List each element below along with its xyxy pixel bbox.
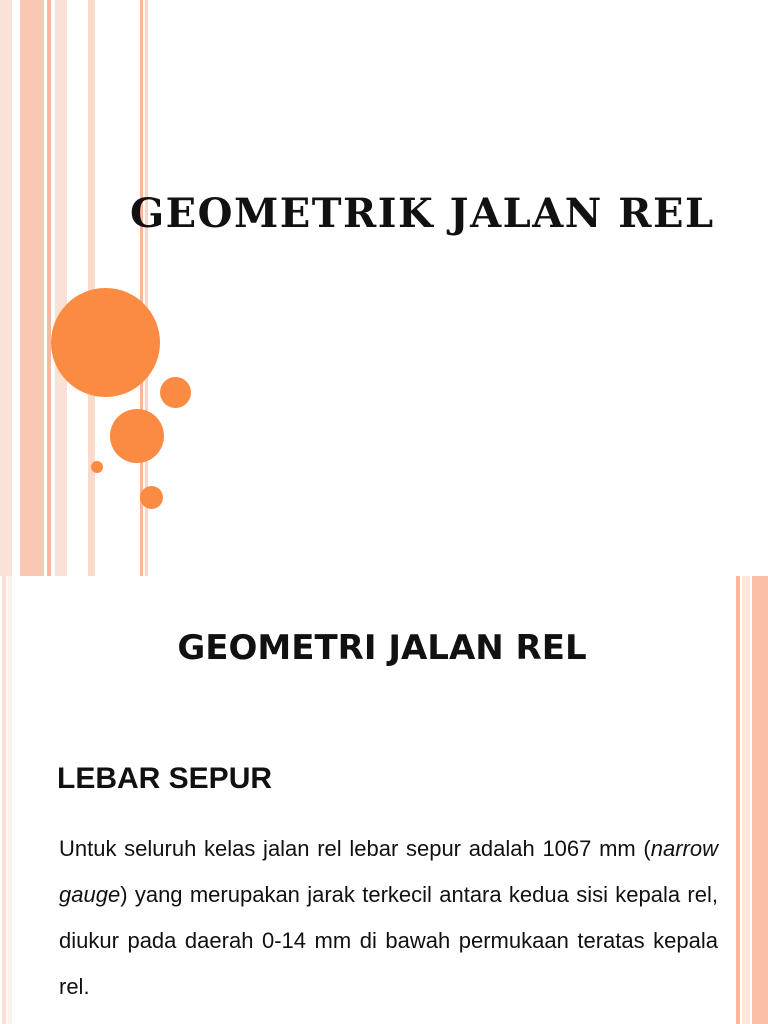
paragraph-text: ) yang merupakan jarak terkecil antara kedua sisi kepala rel, diukur pada daerah 0-14 mm di bawah permukaan teratas kepala rel. — [59, 882, 718, 999]
decor-circle-medium — [110, 409, 164, 463]
section-heading: LEBAR SEPUR — [57, 762, 273, 795]
decor-stripe — [0, 0, 12, 576]
decor-stripe — [88, 0, 95, 576]
slide-title: GEOMETRIK JALAN REL — [130, 190, 715, 237]
paragraph-italic-term: narrow gauge — [59, 836, 718, 907]
paragraph-text: Untuk seluruh kelas jalan rel lebar sepur adalah 1067 mm ( — [59, 836, 651, 861]
decor-circle-small-2 — [140, 486, 163, 509]
decor-circle-large — [51, 288, 160, 397]
decor-circle-tiny — [91, 461, 103, 473]
slide-title — [0, 628, 764, 668]
decor-stripe — [47, 0, 51, 576]
body-paragraph — [59, 826, 718, 1010]
decor-stripe — [12, 0, 20, 576]
slide-title-text: GEOMETRI JALAN REL — [177, 628, 587, 668]
content-slide — [0, 576, 768, 1024]
decor-stripe — [55, 0, 67, 576]
decor-stripe — [20, 0, 44, 576]
decor-circle-small — [160, 377, 191, 408]
